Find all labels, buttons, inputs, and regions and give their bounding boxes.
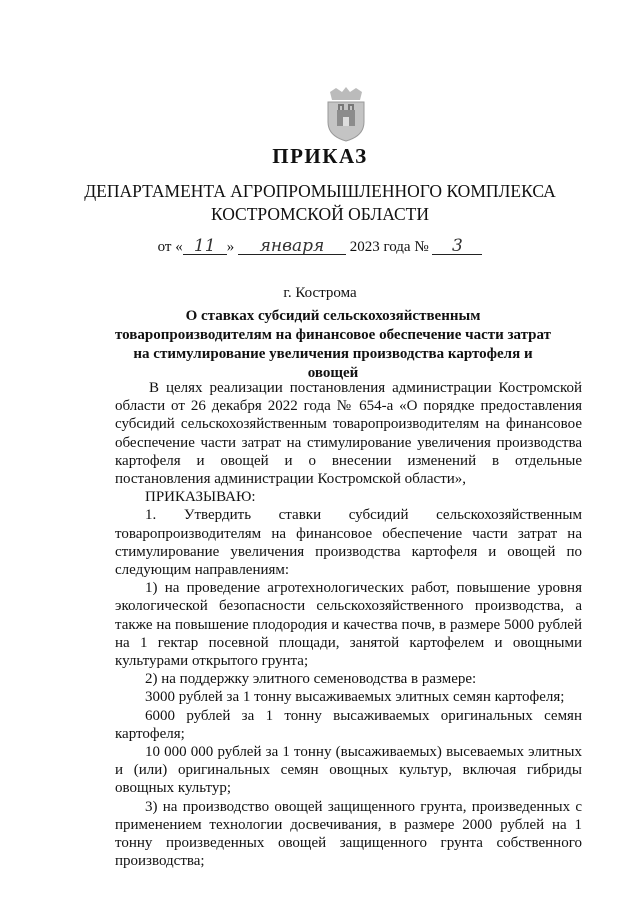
- item-1-3-paragraph: 3) на производство овощей защищенного грунта, произведенных с применением технологии досвечивания, в размере 2000 рублей на 1 тонну произведенных овощей защищенного грунта собственного производства;: [115, 798, 582, 870]
- preamble-paragraph: В целях реализации постановления администрации Костромской области от 26 декабря 2022 года № 654-а «О порядке предоставления субсидий сельскохозяйственным товаропроизводителям на финансовое обеспечение части затрат на стимулирование увеличения производства картофеля и овощей и о внесении изменений в отдельные постановления администрации Костромской области»,: [115, 380, 582, 488]
- item-1-2-c-paragraph: 10 000 000 рублей за 1 тонну (высаживаемых) высеваемых элитных и (или) оригинальных семян овощных культур, включая гибриды овощных культур;: [115, 744, 582, 797]
- document-title: ПРИКАЗ: [272, 144, 368, 168]
- order-body: [115, 379, 582, 870]
- date-prefix: от «: [157, 239, 183, 255]
- item-1-2-a-paragraph: 3000 рублей за 1 тонну высаживаемых элитных семян картофеля;: [145, 689, 565, 706]
- handwritten-month: января: [238, 238, 346, 255]
- department-name: [0, 180, 640, 226]
- year-label: 2023 года №: [349, 239, 429, 255]
- date-separator: »: [226, 239, 235, 255]
- item-1-2-b-paragraph: 6000 рублей за 1 тонну высаживаемых оригинальных семян картофеля;: [115, 707, 582, 742]
- coat-of-arms-emblem: [322, 86, 370, 142]
- item-1-paragraph: 1. Утвердить ставки субсидий сельскохозяйственным товаропроизводителям на финансовое обеспечение части затрат на стимулирование увеличения производства картофеля и овощей по следующим направлениям:: [115, 507, 582, 579]
- department-line-1: ДЕПАРТАМЕНТА АГРОПРОМЫШЛЕННОГО КОМПЛЕКСА: [84, 181, 556, 201]
- city-name: г. Кострома: [283, 285, 357, 301]
- order-word: ПРИКАЗЫВАЮ:: [145, 489, 256, 506]
- item-1-1-paragraph: 1) на проведение агротехнологических работ, повышение уровня экологической безопасности сельскохозяйственного производства, а также на повышение плодородия и качества почв, в размере 5000 рублей на 1 гектар посевной площади, занятой картофелем и овощными культурами открытого грунта;: [115, 580, 582, 670]
- item-1-2-paragraph: 2) на поддержку элитного семеноводства в размере:: [145, 671, 477, 688]
- date-number-line: [0, 238, 640, 256]
- handwritten-day: 11: [183, 238, 227, 255]
- order-subject-heading: О ставках субсидий сельскохозяйственным товаропроизводителям на финансовое обеспечение части затрат на стимулирование увеличения производства картофеля и овощей: [114, 308, 552, 381]
- department-line-2: КОСТРОМСКОЙ ОБЛАСТИ: [210, 204, 430, 224]
- handwritten-order-number: 3: [432, 238, 482, 255]
